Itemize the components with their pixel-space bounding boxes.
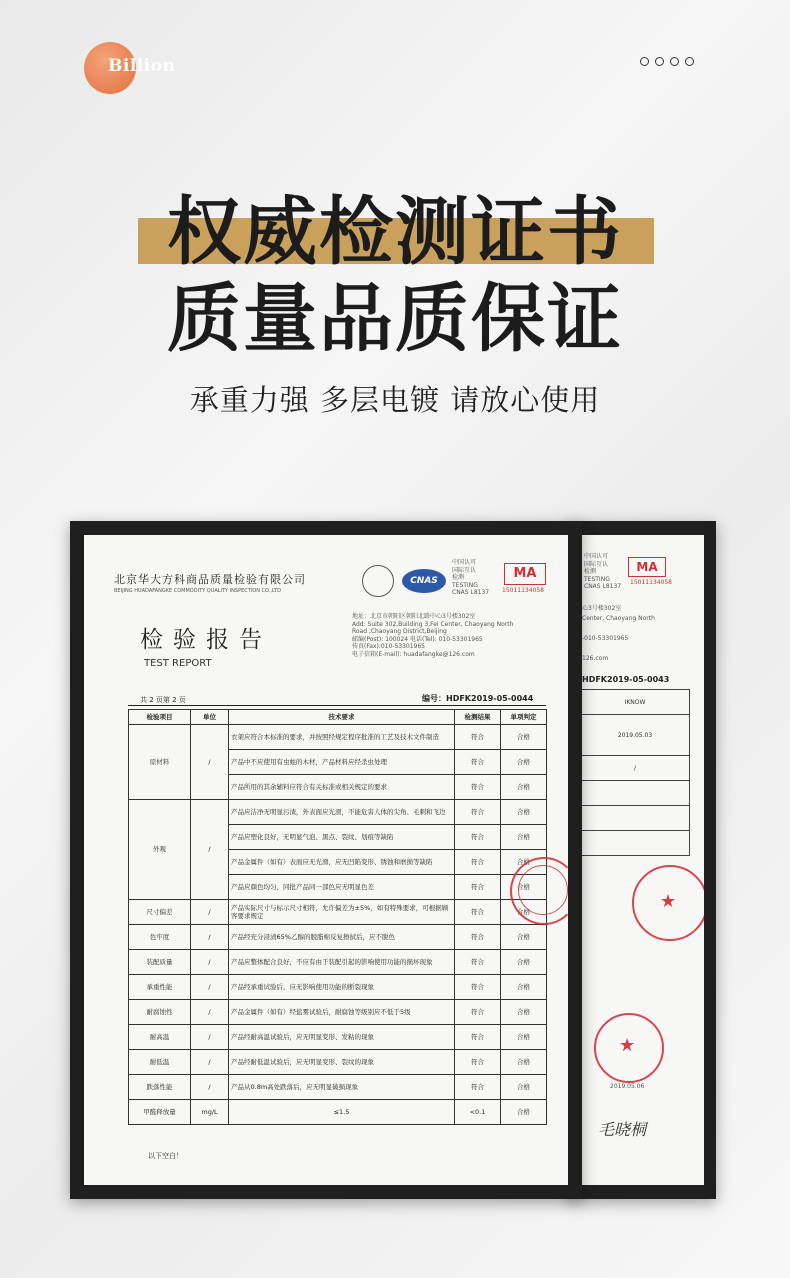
report-address: 地址：北京市朝阳区朝阳北路中心3号楼302室 Add: Suite 302,Building 3,Fei Center, Chaoyang North Road ,Chaoyang District,Beijing 邮编(Post): 100024 电话(Tel): 010-53301965 传真(Fax):010-53301965 电子信箱(E-mail): huadafangke@126.com <box>352 613 514 658</box>
cert2-addr4: 126.com <box>582 655 609 662</box>
table-row: 尺寸偏差 / 产品实际尺寸与标示尺寸相符，允许偏差为±5%，如有特殊要求，可根据顾客要求规定 符合 合格 <box>129 900 547 925</box>
headline-line2: 质量品质保证 <box>167 276 623 362</box>
report-title-cn: 检验报告 <box>140 627 272 653</box>
table-header-row: 检验项目 单位 技术要求 检测结果 单项判定 <box>129 710 547 725</box>
brand-logo-text: Billion <box>108 56 176 76</box>
table-row: 耐高温 / 产品经耐高温试验后，应无明显变形、发粘的现象 符合 合格 <box>129 1025 547 1050</box>
signature: 毛晓桐 <box>598 1120 647 1139</box>
stamp-date: 2019.05.06 <box>610 1083 645 1090</box>
cert2-brand-cell: IKNOW <box>581 690 690 715</box>
table-row: 产品中不应使用有虫蛀的木材，产品材料应经杀虫处理 符合 合格 <box>129 750 547 775</box>
ilac-logo-icon <box>362 565 394 597</box>
table-row: 外观 / 产品应洁净无明显污渍，外表面应光滑，不能危害人体的尖角、毛刺和飞边 符合 合格 <box>129 800 547 825</box>
table-row: 产品应塑化良好，无明显气泡、黑点、裂纹、划痕等缺陷 符合 合格 <box>129 825 547 850</box>
report-footer: 以下空白！ <box>148 1152 183 1160</box>
table-row: 耐低温 / 产品经耐低温试验后，应无明显变形、裂纹的现象 符合 合格 <box>129 1050 547 1075</box>
cert2-addr2: Center, Chaoyang North <box>582 615 655 622</box>
headline-line1: 权威检测证书 <box>167 189 623 275</box>
ma-number: 15011134058 <box>502 587 544 594</box>
cert2-date-cell: 2019.05.03 <box>581 715 690 756</box>
certificate-front-frame <box>70 521 582 1199</box>
red-stamp-3 <box>594 1013 664 1083</box>
certificate-back-frame <box>568 521 716 1199</box>
cert2-addr3: -010-53301965 <box>582 635 629 642</box>
headline-subtitle: 承重力强 多层电镀 请放心使用 <box>189 383 601 417</box>
certificate-front-page <box>84 535 568 1185</box>
report-title-en: TEST REPORT <box>144 658 212 669</box>
table-row: 产品金属件（如有）表面应无光滑，应无凹陷变形、锈蚀和磨损等缺陷 符合 合格 <box>129 850 547 875</box>
cert2-lab-text: 中国认可 国际互认 检测 TESTING CNAS L8137 <box>584 553 622 590</box>
table-row: 色牢度 / 产品经充分浸渍65%乙醇的脱脂棉反复擦拭后，应不脱色 符合 合格 <box>129 925 547 950</box>
table-row: 跌落性能 / 产品从0.8m高处跌落后，应无明显破损现象 符合 合格 <box>129 1075 547 1100</box>
cnas-badge: CNAS <box>402 569 446 593</box>
table-row: 产品所用的其余辅料应符合有关标准或相关规定的要求 符合 合格 <box>129 775 547 800</box>
table-row: 原材料 / 衣架应符合本标准的要求，并按照经规定程序批准的工艺及技术文件制造 符合 合格 <box>129 725 547 750</box>
table-row: 承重性能 / 产品经承重试验后，应无影响使用功能的断裂现象 符合 合格 <box>129 975 547 1000</box>
cert2-report-no: HDFK2019-05-0043 <box>582 675 670 684</box>
lab-text: 中国认可 国际互认 检测 TESTING CNAS L8137 <box>452 559 490 596</box>
table-row: 耐腐蚀性 / 产品金属件（如有）经盐雾试验后，耐腐蚀等级别应不低于5级 符合 合格 <box>129 1000 547 1025</box>
table-row: 产品应颜色均匀，同批产品同一部色应无明显色差 符合 合格 <box>129 875 547 900</box>
ma-number-2: 15011134058 <box>630 579 672 586</box>
red-stamp-2 <box>632 865 704 941</box>
cma-badge-2: MA <box>628 557 666 577</box>
stamp-star-icon: ★ <box>660 891 677 912</box>
cert2-slash-cell: / <box>581 756 690 781</box>
report-org-cn: 北京华大方科商品质量检验有限公司 <box>114 573 306 586</box>
cert2-table <box>580 689 690 856</box>
report-table <box>128 709 547 1125</box>
cma-badge: MA <box>504 563 546 585</box>
certificate-back-page <box>580 535 704 1185</box>
report-number: 编号：HDFK2019-05-0044 <box>422 694 534 703</box>
table-row: 装配质量 / 产品应整体配合良好，不应有由于装配引起的影响使用功能的损坏现象 符合 合格 <box>129 950 547 975</box>
stamp-star-icon: ★ <box>619 1035 636 1056</box>
divider <box>128 705 546 706</box>
table-row: 甲醛释放量 mg/L ≤1.5 <0.1 合格 <box>129 1100 547 1125</box>
page-info: 共 2 页第 2 页 <box>140 696 186 704</box>
more-icon[interactable] <box>640 57 694 66</box>
report-org-en: BEIJING HUADAFANGKE COMMODITY QUALITY INSPECTION CO.,LTD <box>114 588 281 594</box>
cert2-addr1: 心3号楼302室 <box>582 605 622 612</box>
